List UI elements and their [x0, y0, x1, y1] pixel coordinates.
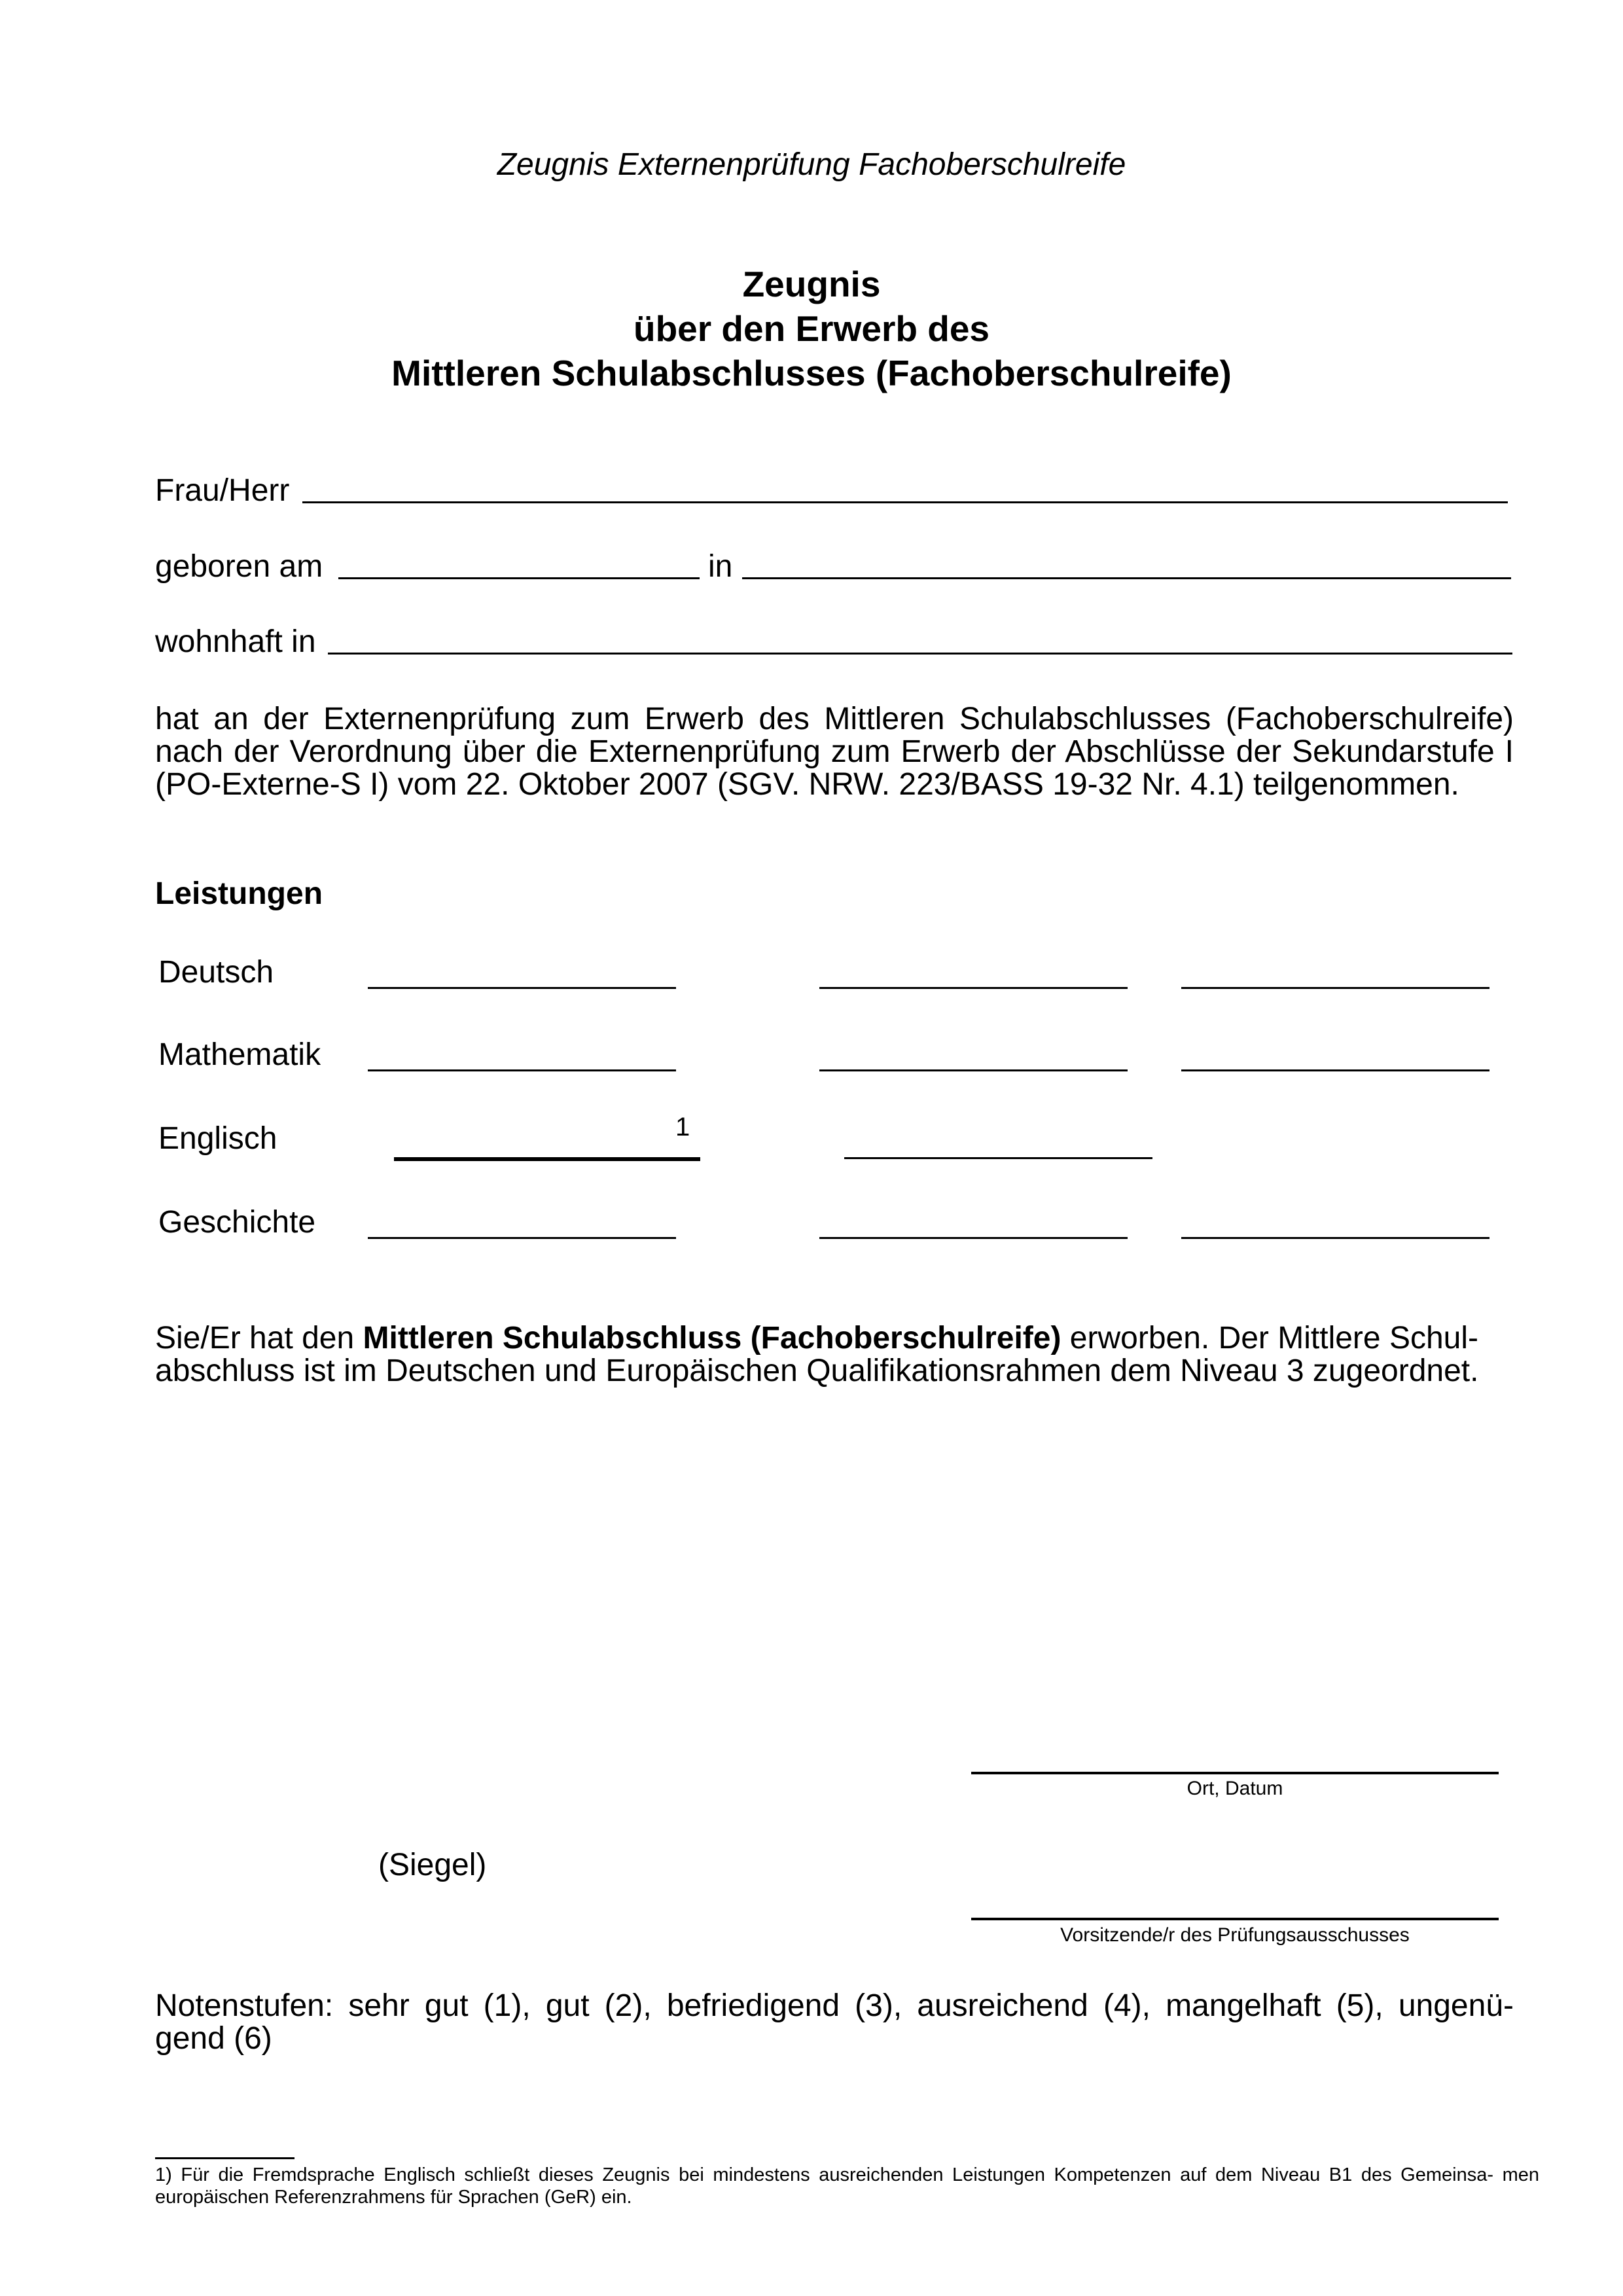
subject-geschichte-label: Geschichte: [158, 1205, 316, 1240]
grade-field-mathematik-3[interactable]: [1181, 1069, 1489, 1071]
grade-field-geschichte-2[interactable]: [819, 1237, 1128, 1239]
result-suffix: erworben. Der Mittlere Schul- abschluss ist im Deutschen und Europäischen Qualifikationsrahmen dem Niveau 3 zugeordnet.: [155, 1321, 1479, 1388]
grade-field-deutsch-3[interactable]: [1181, 987, 1489, 989]
title-line-2: über den Erwerb des: [633, 308, 990, 349]
place-date-label: Ort, Datum: [1186, 1778, 1283, 1799]
residence-label: wohnhaft in: [155, 624, 316, 659]
subject-deutsch-label: Deutsch: [158, 955, 274, 990]
born-label: geboren am: [155, 549, 323, 584]
grade-field-englisch-2[interactable]: [844, 1157, 1152, 1159]
grade-field-deutsch-1[interactable]: [368, 987, 676, 989]
leistungen-heading: Leistungen: [155, 876, 323, 911]
result-paragraph: [155, 1322, 1514, 1388]
grade-field-englisch-1[interactable]: [394, 1157, 700, 1161]
subject-englisch-label: Englisch: [158, 1121, 277, 1156]
name-field[interactable]: [302, 501, 1508, 503]
footnote-text: 1) Für die Fremdsprache Englisch schließt dieses Zeugnis bei mindestens ausreichenden Leistungen Kompetenzen auf dem Niveau B1 des Gemeinsa- men europäischen Referenzrahmens für Sprachen (GeR) ein.: [155, 2164, 1539, 2208]
residence-field[interactable]: [328, 653, 1512, 655]
subject-mathematik-label: Mathematik: [158, 1037, 321, 1072]
grades-scale: Notenstufen: sehr gut (1), gut (2), befriedigend (3), ausreichend (4), mangelhaft (5), ungenü- gend (6): [155, 1988, 1514, 2056]
birth-place-field[interactable]: [742, 577, 1511, 579]
birth-date-field[interactable]: [338, 577, 700, 579]
birth-place-label: in: [708, 549, 733, 584]
chair-signature-line[interactable]: [971, 1918, 1499, 1920]
document-title: [0, 262, 1623, 395]
place-date-line[interactable]: [971, 1772, 1499, 1774]
seal-label: (Siegel): [378, 1848, 487, 1882]
grade-field-geschichte-1[interactable]: [368, 1237, 676, 1239]
footnote-separator: [155, 2157, 294, 2159]
chair-label: Vorsitzende/r des Prüfungsausschusses: [1060, 1924, 1410, 1946]
grade-field-deutsch-2[interactable]: [819, 987, 1128, 989]
grade-field-mathematik-2[interactable]: [819, 1069, 1128, 1071]
grade-field-geschichte-3[interactable]: [1181, 1237, 1489, 1239]
name-label: Frau/Herr: [155, 473, 290, 508]
title-line-1: Zeugnis: [742, 264, 881, 304]
result-bold: Mittleren Schulabschluss (Fachoberschulreife): [363, 1321, 1061, 1355]
intro-paragraph: hat an der Externenprüfung zum Erwerb des Mittleren Schulabschlusses (Fachoberschulreife) nach der Verordnung über die Externenprüfung zum Erwerb der Abschlüsse der Sekundarstufe I (PO-Externe-S I) vom 22. Oktober 2007 (SGV. NRW. 223/BASS 19-32 Nr. 4.1) teilgenommen.: [155, 702, 1514, 802]
englisch-footnote-ref: 1: [675, 1113, 690, 1141]
title-line-3: Mittleren Schulabschlusses (Fachoberschulreife): [391, 353, 1232, 393]
result-prefix: Sie/Er hat den: [155, 1321, 363, 1355]
document-header: Zeugnis Externenprüfung Fachoberschulreife: [497, 147, 1126, 182]
grade-field-mathematik-1[interactable]: [368, 1069, 676, 1071]
